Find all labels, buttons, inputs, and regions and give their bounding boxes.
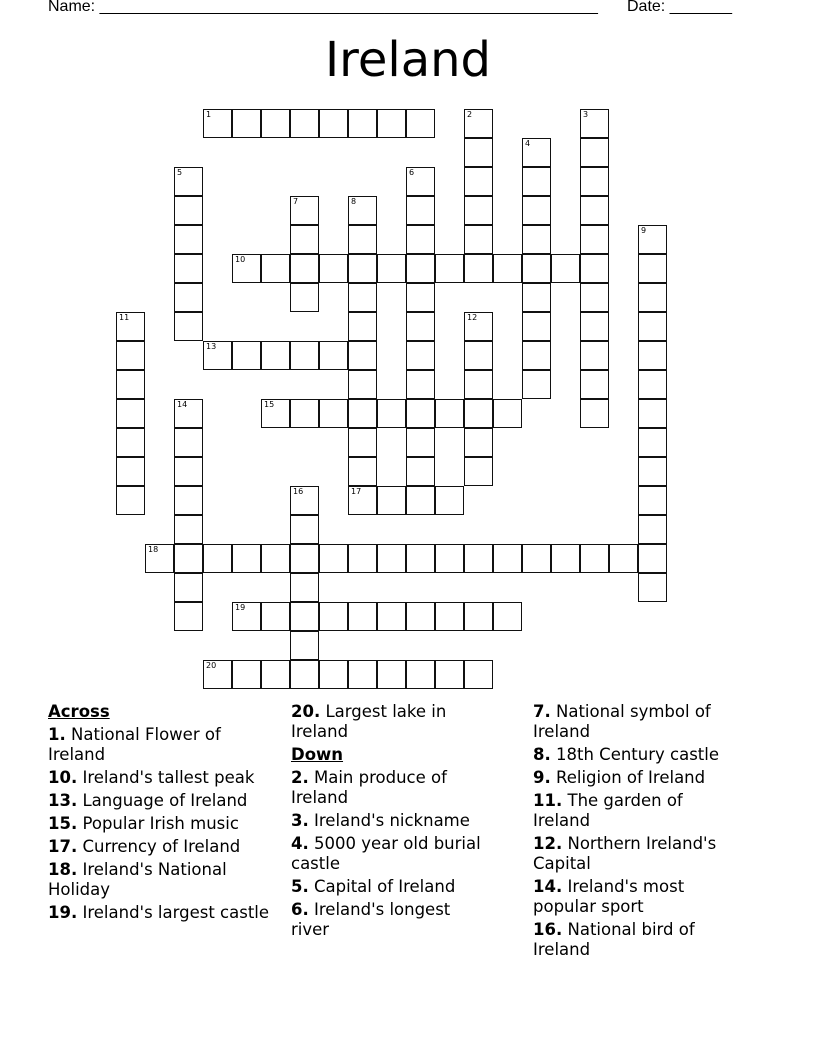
grid-cell[interactable] <box>348 370 377 399</box>
grid-cell[interactable] <box>232 109 261 138</box>
clue-down-9: 9. Religion of Ireland <box>533 768 706 787</box>
clue-number: 9 <box>641 226 647 235</box>
grid-cell[interactable] <box>174 428 203 457</box>
grid-cell[interactable] <box>551 254 580 283</box>
grid-cell[interactable] <box>261 602 290 631</box>
grid-cell[interactable] <box>377 660 406 689</box>
clue-number: 16 <box>293 487 304 496</box>
grid-cell[interactable] <box>638 515 667 544</box>
grid-cell[interactable] <box>174 196 203 225</box>
grid-cell[interactable] <box>638 573 667 602</box>
clue-number: 17 <box>351 487 362 496</box>
grid-cell[interactable] <box>290 196 319 225</box>
clue-number: 8 <box>351 197 357 206</box>
grid-cell[interactable] <box>464 602 493 631</box>
clue-number: 6 <box>409 168 415 177</box>
grid-cell[interactable] <box>319 660 348 689</box>
clue-number: 3 <box>583 110 589 119</box>
clue-down-3: 3. Ireland's nickname <box>291 811 470 830</box>
grid-cell[interactable] <box>406 428 435 457</box>
grid-cell[interactable] <box>638 341 667 370</box>
grid-cell[interactable] <box>232 254 261 283</box>
grid-cell[interactable] <box>638 399 667 428</box>
grid-cell[interactable] <box>116 341 145 370</box>
grid-cell[interactable] <box>551 544 580 573</box>
grid-cell[interactable] <box>464 370 493 399</box>
clue-down-4: 4. 5000 year old burial castle <box>291 834 481 873</box>
clue-down-14: 14. Ireland's most popular sport <box>533 877 685 916</box>
grid-cell[interactable] <box>580 167 609 196</box>
clue-number: 2 <box>467 110 473 119</box>
grid-cell[interactable] <box>580 283 609 312</box>
grid-cell[interactable] <box>406 457 435 486</box>
grid-cell[interactable] <box>580 196 609 225</box>
grid-cell[interactable] <box>522 341 551 370</box>
clue-number: 10 <box>235 255 246 264</box>
grid-cell[interactable] <box>116 428 145 457</box>
grid-cell[interactable] <box>435 602 464 631</box>
grid-cell[interactable] <box>580 225 609 254</box>
clue-down-5: 5. Capital of Ireland <box>291 877 456 896</box>
grid-cell[interactable] <box>377 109 406 138</box>
clue-number: 11 <box>119 313 130 322</box>
grid-cell[interactable] <box>435 486 464 515</box>
grid-cell[interactable] <box>406 225 435 254</box>
grid-cell[interactable] <box>377 486 406 515</box>
grid-cell[interactable] <box>174 515 203 544</box>
grid-cell[interactable] <box>319 602 348 631</box>
clue-number: 19 <box>235 603 246 612</box>
grid-cell[interactable] <box>116 486 145 515</box>
grid-cell[interactable] <box>406 167 435 196</box>
grid-cell[interactable] <box>522 283 551 312</box>
grid-cell[interactable] <box>464 109 493 138</box>
clue-number: 13 <box>206 342 217 351</box>
grid-cell[interactable] <box>464 312 493 341</box>
date-field-label[interactable]: Date: _______ <box>627 0 732 15</box>
clue-number: 5 <box>177 168 183 177</box>
grid-cell[interactable] <box>406 660 435 689</box>
grid-cell[interactable] <box>290 573 319 602</box>
clue-across-20: 20. Largest lake in Ireland <box>291 702 447 741</box>
grid-cell[interactable] <box>290 602 319 631</box>
grid-cell[interactable] <box>580 109 609 138</box>
grid-cell[interactable] <box>348 457 377 486</box>
clue-across-13: 13. Language of Ireland <box>48 791 248 810</box>
grid-cell[interactable] <box>203 660 232 689</box>
grid-cell[interactable] <box>319 341 348 370</box>
grid-cell[interactable] <box>290 515 319 544</box>
grid-cell[interactable] <box>435 399 464 428</box>
grid-cell[interactable] <box>435 544 464 573</box>
clues-column-1 <box>48 702 283 926</box>
grid-cell[interactable] <box>522 370 551 399</box>
grid-cell[interactable] <box>406 399 435 428</box>
grid-cell[interactable] <box>290 283 319 312</box>
grid-cell[interactable] <box>348 341 377 370</box>
clues-column-2 <box>291 702 491 943</box>
grid-cell[interactable] <box>116 457 145 486</box>
clue-number: 18 <box>148 545 159 554</box>
grid-cell[interactable] <box>348 196 377 225</box>
clue-across-1: 1. National Flower of Ireland <box>48 725 221 764</box>
grid-cell[interactable] <box>580 544 609 573</box>
grid-cell[interactable] <box>406 254 435 283</box>
grid-cell[interactable] <box>261 660 290 689</box>
grid-cell[interactable] <box>464 428 493 457</box>
name-field-label[interactable]: Name: ________________________________________________________ <box>48 0 598 15</box>
grid-cell[interactable] <box>638 225 667 254</box>
grid-cell[interactable] <box>290 486 319 515</box>
grid-cell[interactable] <box>348 225 377 254</box>
grid-cell[interactable] <box>232 544 261 573</box>
grid-cell[interactable] <box>145 544 174 573</box>
grid-cell[interactable] <box>638 544 667 573</box>
clue-down-7: 7. National symbol of Ireland <box>533 702 711 741</box>
grid-cell[interactable] <box>580 138 609 167</box>
grid-cell[interactable] <box>377 544 406 573</box>
clue-across-15: 15. Popular Irish music <box>48 814 239 833</box>
grid-cell[interactable] <box>406 341 435 370</box>
grid-cell[interactable] <box>290 341 319 370</box>
grid-cell[interactable] <box>406 370 435 399</box>
grid-cell[interactable] <box>174 167 203 196</box>
clue-down-2: 2. Main produce of Ireland <box>291 768 447 807</box>
grid-cell[interactable] <box>580 341 609 370</box>
grid-cell[interactable] <box>348 428 377 457</box>
grid-cell[interactable] <box>348 109 377 138</box>
grid-cell[interactable] <box>174 399 203 428</box>
grid-cell[interactable] <box>406 312 435 341</box>
grid-cell[interactable] <box>348 254 377 283</box>
grid-cell[interactable] <box>406 109 435 138</box>
grid-cell[interactable] <box>406 196 435 225</box>
grid-cell[interactable] <box>174 312 203 341</box>
grid-cell[interactable] <box>493 399 522 428</box>
grid-cell[interactable] <box>580 312 609 341</box>
down-heading: Down <box>291 745 344 764</box>
grid-cell[interactable] <box>406 486 435 515</box>
grid-cell[interactable] <box>290 225 319 254</box>
grid-cell[interactable] <box>522 167 551 196</box>
grid-cell[interactable] <box>232 341 261 370</box>
grid-cell[interactable] <box>638 312 667 341</box>
clue-down-16: 16. National bird of Ireland <box>533 920 695 959</box>
grid-cell[interactable] <box>348 660 377 689</box>
grid-cell[interactable] <box>319 399 348 428</box>
grid-cell[interactable] <box>406 602 435 631</box>
grid-cell[interactable] <box>638 283 667 312</box>
grid-cell[interactable] <box>522 225 551 254</box>
grid-cell[interactable] <box>464 544 493 573</box>
grid-cell[interactable] <box>319 544 348 573</box>
grid-cell[interactable] <box>174 602 203 631</box>
grid-cell[interactable] <box>638 486 667 515</box>
grid-cell[interactable] <box>174 573 203 602</box>
grid-cell[interactable] <box>464 138 493 167</box>
grid-cell[interactable] <box>116 370 145 399</box>
clue-down-11: 11. The garden of Ireland <box>533 791 683 830</box>
grid-cell[interactable] <box>348 486 377 515</box>
grid-cell[interactable] <box>464 254 493 283</box>
grid-cell[interactable] <box>406 283 435 312</box>
grid-cell[interactable] <box>493 544 522 573</box>
grid-cell[interactable] <box>261 399 290 428</box>
grid-cell[interactable] <box>116 399 145 428</box>
grid-cell[interactable] <box>174 254 203 283</box>
clue-across-18: 18. Ireland's National Holiday <box>48 860 227 899</box>
grid-cell[interactable] <box>464 457 493 486</box>
grid-cell[interactable] <box>493 254 522 283</box>
grid-cell[interactable] <box>638 370 667 399</box>
grid-cell[interactable] <box>580 399 609 428</box>
grid-cell[interactable] <box>290 660 319 689</box>
grid-cell[interactable] <box>174 225 203 254</box>
grid-cell[interactable] <box>261 341 290 370</box>
grid-cell[interactable] <box>377 399 406 428</box>
grid-cell[interactable] <box>522 544 551 573</box>
grid-cell[interactable] <box>319 254 348 283</box>
grid-cell[interactable] <box>261 109 290 138</box>
grid-cell[interactable] <box>493 602 522 631</box>
grid-cell[interactable] <box>435 254 464 283</box>
grid-cell[interactable] <box>522 312 551 341</box>
grid-cell[interactable] <box>290 544 319 573</box>
grid-cell[interactable] <box>348 283 377 312</box>
grid-cell[interactable] <box>232 602 261 631</box>
grid-cell[interactable] <box>290 631 319 660</box>
grid-cell[interactable] <box>522 138 551 167</box>
clue-across-10: 10. Ireland's tallest peak <box>48 768 255 787</box>
grid-cell[interactable] <box>464 341 493 370</box>
grid-cell[interactable] <box>174 457 203 486</box>
grid-cell[interactable] <box>203 109 232 138</box>
grid-cell[interactable] <box>580 370 609 399</box>
grid-cell[interactable] <box>261 254 290 283</box>
grid-cell[interactable] <box>116 312 145 341</box>
grid-cell[interactable] <box>174 544 203 573</box>
clue-across-17: 17. Currency of Ireland <box>48 837 241 856</box>
grid-cell[interactable] <box>290 399 319 428</box>
grid-cell[interactable] <box>638 457 667 486</box>
clue-number: 4 <box>525 139 531 148</box>
clue-number: 20 <box>206 661 217 670</box>
grid-cell[interactable] <box>290 254 319 283</box>
grid-cell[interactable] <box>348 312 377 341</box>
clue-down-6: 6. Ireland's longest river <box>291 900 451 939</box>
grid-cell[interactable] <box>522 196 551 225</box>
grid-cell[interactable] <box>464 167 493 196</box>
grid-cell[interactable] <box>609 544 638 573</box>
grid-cell[interactable] <box>638 428 667 457</box>
grid-cell[interactable] <box>174 486 203 515</box>
grid-cell[interactable] <box>638 254 667 283</box>
clue-down-12: 12. Northern Ireland's Capital <box>533 834 717 873</box>
grid-cell[interactable] <box>522 254 551 283</box>
clue-number: 14 <box>177 400 188 409</box>
grid-cell[interactable] <box>464 399 493 428</box>
clue-number: 7 <box>293 197 299 206</box>
grid-cell[interactable] <box>290 109 319 138</box>
grid-cell[interactable] <box>406 544 435 573</box>
grid-cell[interactable] <box>203 544 232 573</box>
grid-cell[interactable] <box>348 544 377 573</box>
grid-cell[interactable] <box>464 196 493 225</box>
clue-number: 1 <box>206 110 212 119</box>
grid-cell[interactable] <box>348 602 377 631</box>
grid-cell[interactable] <box>377 254 406 283</box>
grid-cell[interactable] <box>464 225 493 254</box>
grid-cell[interactable] <box>203 341 232 370</box>
grid-cell[interactable] <box>232 660 261 689</box>
clue-number: 15 <box>264 400 275 409</box>
grid-cell[interactable] <box>377 602 406 631</box>
grid-cell[interactable] <box>348 399 377 428</box>
clue-across-19: 19. Ireland's largest castle <box>48 903 270 922</box>
across-heading: Across <box>48 702 110 721</box>
grid-cell[interactable] <box>464 660 493 689</box>
grid-cell[interactable] <box>319 109 348 138</box>
grid-cell[interactable] <box>261 544 290 573</box>
clue-number: 12 <box>467 313 478 322</box>
grid-cell[interactable] <box>580 254 609 283</box>
clues-column-3 <box>533 702 733 963</box>
puzzle-title: Ireland <box>324 32 491 88</box>
clue-down-8: 8. 18th Century castle <box>533 745 720 764</box>
grid-cell[interactable] <box>174 283 203 312</box>
grid-cell[interactable] <box>435 660 464 689</box>
